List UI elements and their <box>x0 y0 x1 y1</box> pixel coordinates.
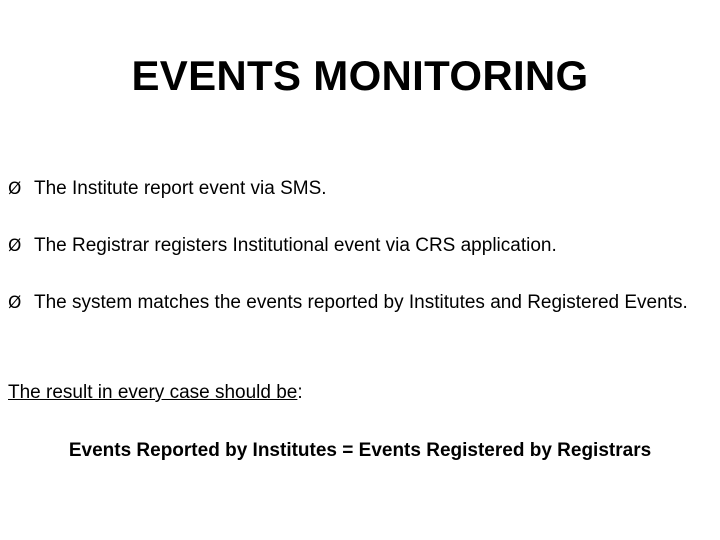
arrow-bullet-icon: Ø <box>8 293 22 313</box>
bullet-list <box>8 176 714 347</box>
bullet-item <box>8 290 714 316</box>
bullet-text: The Registrar registers Institutional event via CRS application. <box>34 235 557 256</box>
arrow-bullet-icon: Ø <box>8 236 22 256</box>
bullet-text: The Institute report event via SMS. <box>34 178 327 199</box>
result-intro: The result in every case should be <box>8 382 298 403</box>
bullet-item <box>8 233 714 259</box>
slide-title: EVENTS MONITORING <box>131 52 589 99</box>
result-colon: : <box>297 382 303 403</box>
equation: Events Reported by Institutes = Events Registered by Registrars <box>68 440 652 461</box>
bullet-text: The system matches the events reported by Institutes and Registered Events. <box>34 292 688 313</box>
bullet-item <box>8 176 714 202</box>
result-statement <box>8 380 303 406</box>
arrow-bullet-icon: Ø <box>8 179 22 199</box>
